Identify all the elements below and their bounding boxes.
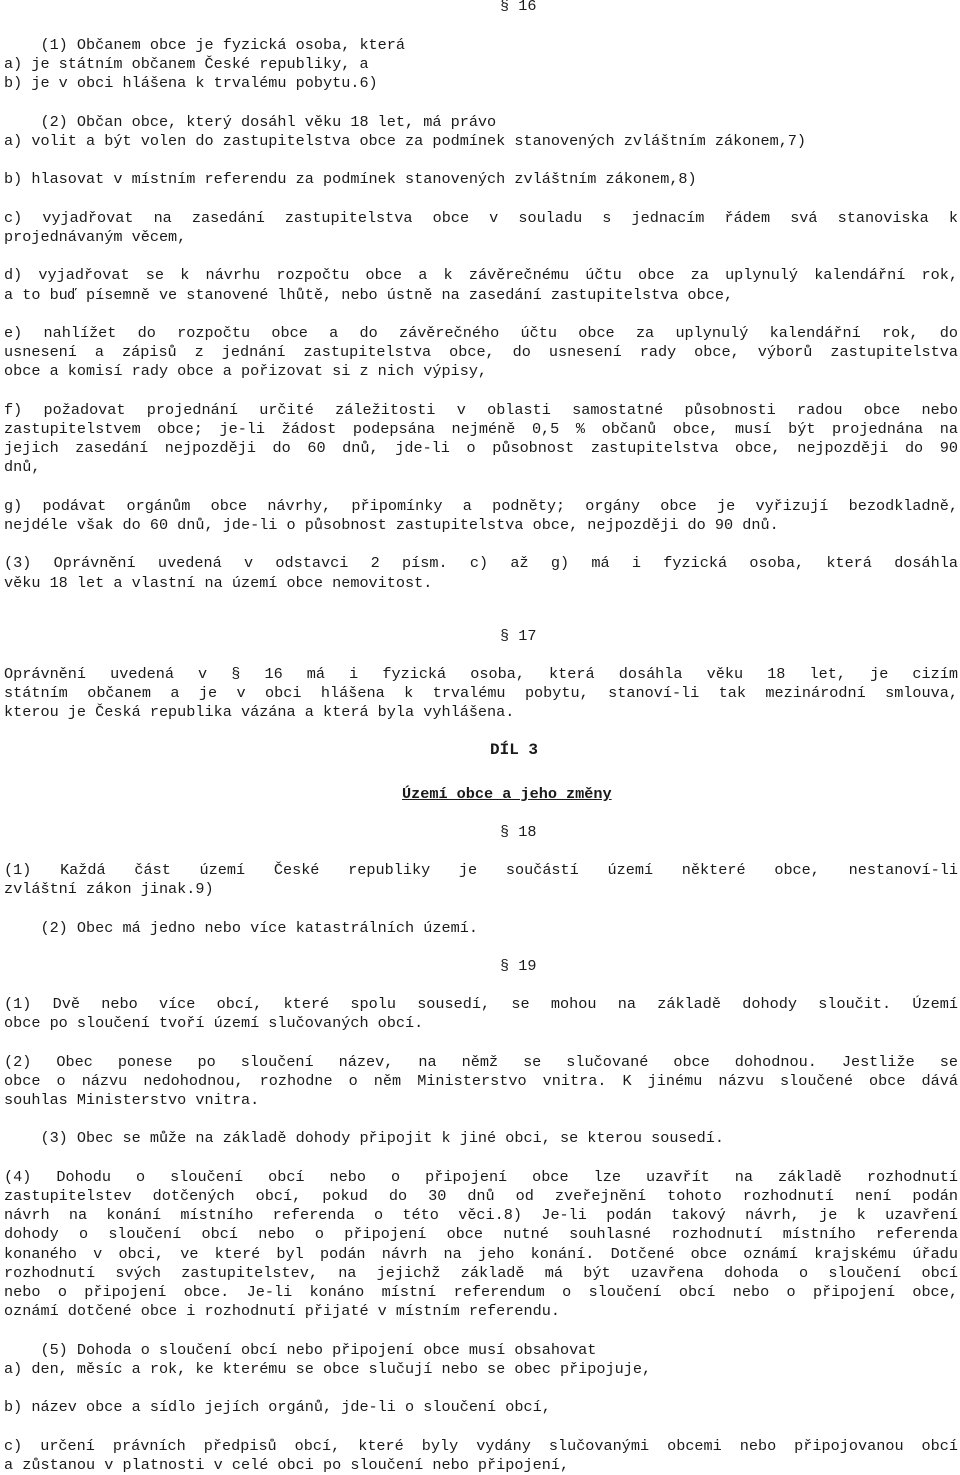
s16-d-line: a to buď písemně ve stanovené lhůtě, nebo ústně na zasedání zastupitelstva obce,	[4, 285, 734, 304]
s16-p1-line: b) je v obci hlášena k trvalému pobytu.6)	[4, 74, 378, 93]
s19-p5-line: (5) Dohoda o sloučení obcí nebo připojení obce musí obsahovat	[4, 1340, 597, 1359]
s18-p1-line: (1) Každá část území České republiky je součástí území některé obce, nestanoví-li	[4, 861, 958, 879]
s19-p5-line: a) den, měsíc a rok, ke kterému se obce slučují nebo se obec připojuje,	[4, 1359, 652, 1378]
s19-p1-line: obce po sloučení tvoří území slučovaných obcí.	[4, 1014, 424, 1033]
s16-f-line: zastupitelstvem obce; je-li žádost podepsána nejméně 0,5 % občanů obce, musí být projednána na	[4, 419, 958, 438]
s19-p2-line: (2) Obec ponese po sloučení název, na němž se slučované obce dohodnou. Jestliže se	[4, 1052, 958, 1071]
s16-c-line: projednávaným věcem,	[4, 227, 187, 246]
s19-p4-line: zastupitelstev dotčených obcí, pokud do 30 dnů od zveřejnění tohoto rozhodnutí není podán	[4, 1186, 958, 1205]
s16-e-line: obce a komisí rady obce a pořizovat si z nich výpisy,	[4, 362, 488, 381]
s19-p4-line: rozhodnutí svých zastupitelstev, na jejichž základě má být uzavřena dohoda o sloučení obcí	[4, 1263, 958, 1282]
s16-g-line: g) podávat orgánům obce návrhy, připomínky a podněty; orgány obce je vyřizují bezodkladně,	[4, 496, 958, 515]
s19-p4-line: nebo o připojení obce. Je-li konáno místní referendum o sloučení obcí nebo o připojení obce,	[4, 1283, 958, 1301]
s19-p2-line: obce o názvu nedohodnou, rozhodne o něm Ministerstvo vnitra. K jinému názvu sloučené obce dává	[4, 1071, 958, 1090]
s19-p1-line: (1) Dvě nebo více obcí, které spolu sousedí, se mohou na základě dohody sloučit. Území	[4, 995, 958, 1013]
s16-e-line: usnesení a zápisů z jednání zastupitelstva obce, do usnesení rady obce, výborů zastupitelstva	[4, 343, 958, 362]
s19-p4-line: návrh na konání místního referenda o této věci.8) Je-li podán takový návrh, je k uzavření	[4, 1206, 958, 1225]
s16-p2-line: a) volit a být volen do zastupitelstva obce za podmínek stanovených zvláštním zákonem,7)	[4, 132, 807, 150]
s16-p2-line: (2) Občan obce, který dosáhl věku 18 let, má právo	[4, 112, 497, 131]
s16-g-line: nejdéle však do 60 dnů, jde-li o působnost zastupitelstva obce, nejpozději do 90 dnů.	[4, 515, 779, 534]
section-16-heading: § 16	[500, 0, 537, 15]
s16-c-line: c) vyjadřovat na zasedání zastupitelstva obce v souladu s jednacím řádem svá stanoviska k	[4, 208, 958, 227]
s16-p3-line: věku 18 let a vlastní na území obce nemovitost.	[4, 573, 433, 592]
section-16	[4, 36, 958, 593]
s19-p4-line: dohody o sloučení obcí nebo o připojení obce nutné souhlasné rozhodnutí místního referenda	[4, 1225, 958, 1244]
s18-p1-line: zvláštní zákon jinak.9)	[4, 880, 214, 899]
part-subtitle: Území obce a jeho změny	[402, 785, 612, 803]
s16-f-line: jejich zasedání nejpozději do 60 dnů, jde-li o působnost zastupitelstva obce, nejpozději do 90	[4, 439, 958, 458]
s19-p2-line: souhlas Ministerstvo vnitra.	[4, 1091, 260, 1109]
s19-p3-line: (3) Obec se může na základě dohody připojit k jiné obci, se kterou sousedí.	[4, 1129, 725, 1148]
section-17	[4, 665, 958, 723]
section-19	[4, 995, 958, 1475]
section-19-heading: § 19	[500, 957, 537, 975]
s16-p1-line: a) je státním občanem České republiky, a	[4, 55, 369, 74]
s16-d-line: d) vyjadřovat se k návrhu rozpočtu obce a k závěrečnému účtu obce za uplynulý kalendářní rok,	[4, 266, 958, 285]
s19-p5-line: c) určení právních předpisů obcí, které byly vydány slučovanými obcemi nebo připojovanou obcí	[4, 1436, 958, 1455]
s17-line: Oprávnění uvedená v § 16 má i fyzická osoba, která dosáhla věku 18 let, je cizím	[4, 665, 958, 683]
section-18	[4, 861, 958, 938]
s19-p4-line: (4) Dohodu o sloučení obcí nebo o připojení obce lze uzavřít na základě rozhodnutí	[4, 1167, 958, 1186]
s19-p5-line: a zůstanou v platnosti v celé obci po sloučení nebo připojení,	[4, 1455, 570, 1474]
s16-p3-line: (3) Oprávnění uvedená v odstavci 2 písm. c) až g) má i fyzická osoba, která dosáhla	[4, 554, 958, 573]
s19-p4-line: konaného v obci, ve které byl podán návrh na jeho konání. Dotčené obce oznámí krajskému úřadu	[4, 1244, 958, 1263]
s17-line: kterou je Česká republika vázána a která byla vyhlášena.	[4, 703, 515, 722]
s19-p4-line: oznámí dotčené obce i rozhodnutí přijaté v místním referendu.	[4, 1302, 560, 1321]
s16-p1-line: (1) Občanem obce je fyzická osoba, která	[4, 36, 406, 54]
s16-p2-line: b) hlasovat v místním referendu za podmínek stanovených zvláštním zákonem,8)	[4, 170, 697, 189]
section-18-heading: § 18	[500, 823, 537, 841]
s16-f-line: dnů,	[4, 458, 41, 477]
s19-p5-line: b) název obce a sídlo jejích orgánů, jde-li o sloučení obcí,	[4, 1398, 551, 1417]
s16-f-line: f) požadovat projednání určité záležitosti v oblasti samostatné působnosti radou obce nebo	[4, 400, 958, 419]
s16-e-line: e) nahlížet do rozpočtu obce a do závěrečného účtu obce za uplynulý kalendářní rok, do	[4, 323, 958, 342]
s18-p2-line: (2) Obec má jedno nebo více katastrálních území.	[4, 918, 478, 937]
part-title: DÍL 3	[490, 741, 539, 759]
s17-line: státním občanem a je v obci hlášena k trvalému pobytu, stanoví-li tak mezinárodní smlouva,	[4, 684, 958, 703]
section-17-heading: § 17	[500, 627, 537, 645]
